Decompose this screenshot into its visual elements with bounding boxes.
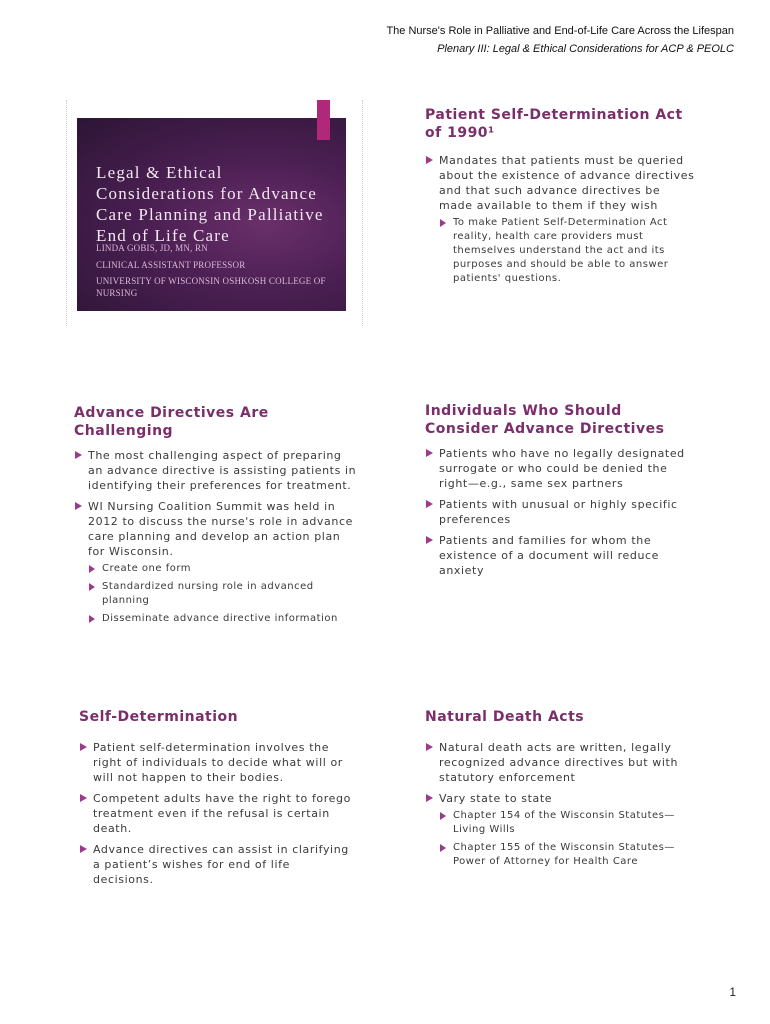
- cover-institution: UNIVERSITY OF WISCONSIN OSHKOSH COLLEGE OF NURSING: [96, 276, 326, 298]
- slide-individuals: [425, 402, 695, 584]
- cover-title: Legal & Ethical Considerations for Advance Care Planning and Palliative End of Life Care: [96, 163, 324, 245]
- sub-bullet-item: Create one form: [88, 562, 359, 576]
- bullet-item: Advance directives can assist in clarifying a patient’s wishes for end of life decisions.: [79, 842, 354, 887]
- document-header-title: The Nurse's Role in Palliative and End-of-Life Care Across the Lifespan: [386, 25, 734, 37]
- sub-bullet-item: To make Patient Self-Determination Act reality, health care providers must themselves understand the act and its purposes and should be able to answer patients' questions.: [439, 216, 695, 286]
- slide-challenging: [74, 404, 359, 632]
- slide-title: Natural Death Acts: [425, 709, 585, 725]
- sub-bullet-item: Chapter 154 of the Wisconsin Statutes—Living Wills: [439, 809, 695, 837]
- bullet-item: Mandates that patients must be queried about the existence of advance directives and that such advance directives be made available to them if they wish To make Patient Self-Determination Act reality, health care providers must themselves understand the act and its purposes and should be able to answer patients' questions.: [425, 153, 695, 286]
- bullet-item: Patients and families for whom the existence of a document will reduce anxiety: [425, 533, 695, 578]
- slide-natural-death-acts: [425, 708, 695, 875]
- bullet-item: Patients who have no legally designated surrogate or who could be denied the right—e.g., same sex partners: [425, 446, 695, 491]
- bullet-item: The most challenging aspect of preparing an advance directive is assisting patients in identifying their preferences for treatment.: [74, 448, 359, 493]
- page-number: 1: [729, 985, 736, 999]
- slide-title: Self-Determination: [79, 709, 239, 725]
- slide-self-determination: [79, 708, 354, 893]
- slide-psda: [425, 106, 695, 292]
- bullet-item: Competent adults have the right to forego treatment even if the refusal is certain death.: [79, 791, 354, 836]
- cover-position: CLINICAL ASSISTANT PROFESSOR: [96, 260, 246, 270]
- bullet-item: Patient self-determination involves the right of individuals to decide what will or will not happen to their bodies.: [79, 740, 354, 785]
- sub-bullet-item: Standardized nursing role in advanced planning: [88, 580, 359, 608]
- bullet-item: Patients with unusual or highly specific preferences: [425, 497, 695, 527]
- bullet-item: Vary state to state Chapter 154 of the Wisconsin Statutes—Living Wills Chapter 155 of the Wisconsin Statutes—Power of Attorney for Health Care: [425, 791, 695, 869]
- sub-bullet-item: Chapter 155 of the Wisconsin Statutes—Power of Attorney for Health Care: [439, 841, 695, 869]
- bullet-item: Natural death acts are written, legally recognized advance directives but with statutory enforcement: [425, 740, 695, 785]
- document-header-subtitle: Plenary III: Legal & Ethical Considerations for ACP & PEOLC: [437, 43, 734, 55]
- slide-title: Advance Directives Are Challenging: [74, 405, 269, 439]
- sub-bullet-item: Disseminate advance directive information: [88, 612, 359, 626]
- cover-author: LINDA GOBIS, JD, MN, RN: [96, 243, 208, 253]
- bullet-item: WI Nursing Coalition Summit was held in 2012 to discuss the nurse's role in advance care planning and develop an action plan for Wisconsin. Create one form Standardized nursing role in advanced planning Disseminate advance directive information: [74, 499, 359, 626]
- slide-title: Individuals Who Should Consider Advance Directives: [425, 403, 665, 437]
- cover-accent-tab: [317, 100, 330, 140]
- slide-title: Patient Self-Determination Act of 1990¹: [425, 107, 683, 141]
